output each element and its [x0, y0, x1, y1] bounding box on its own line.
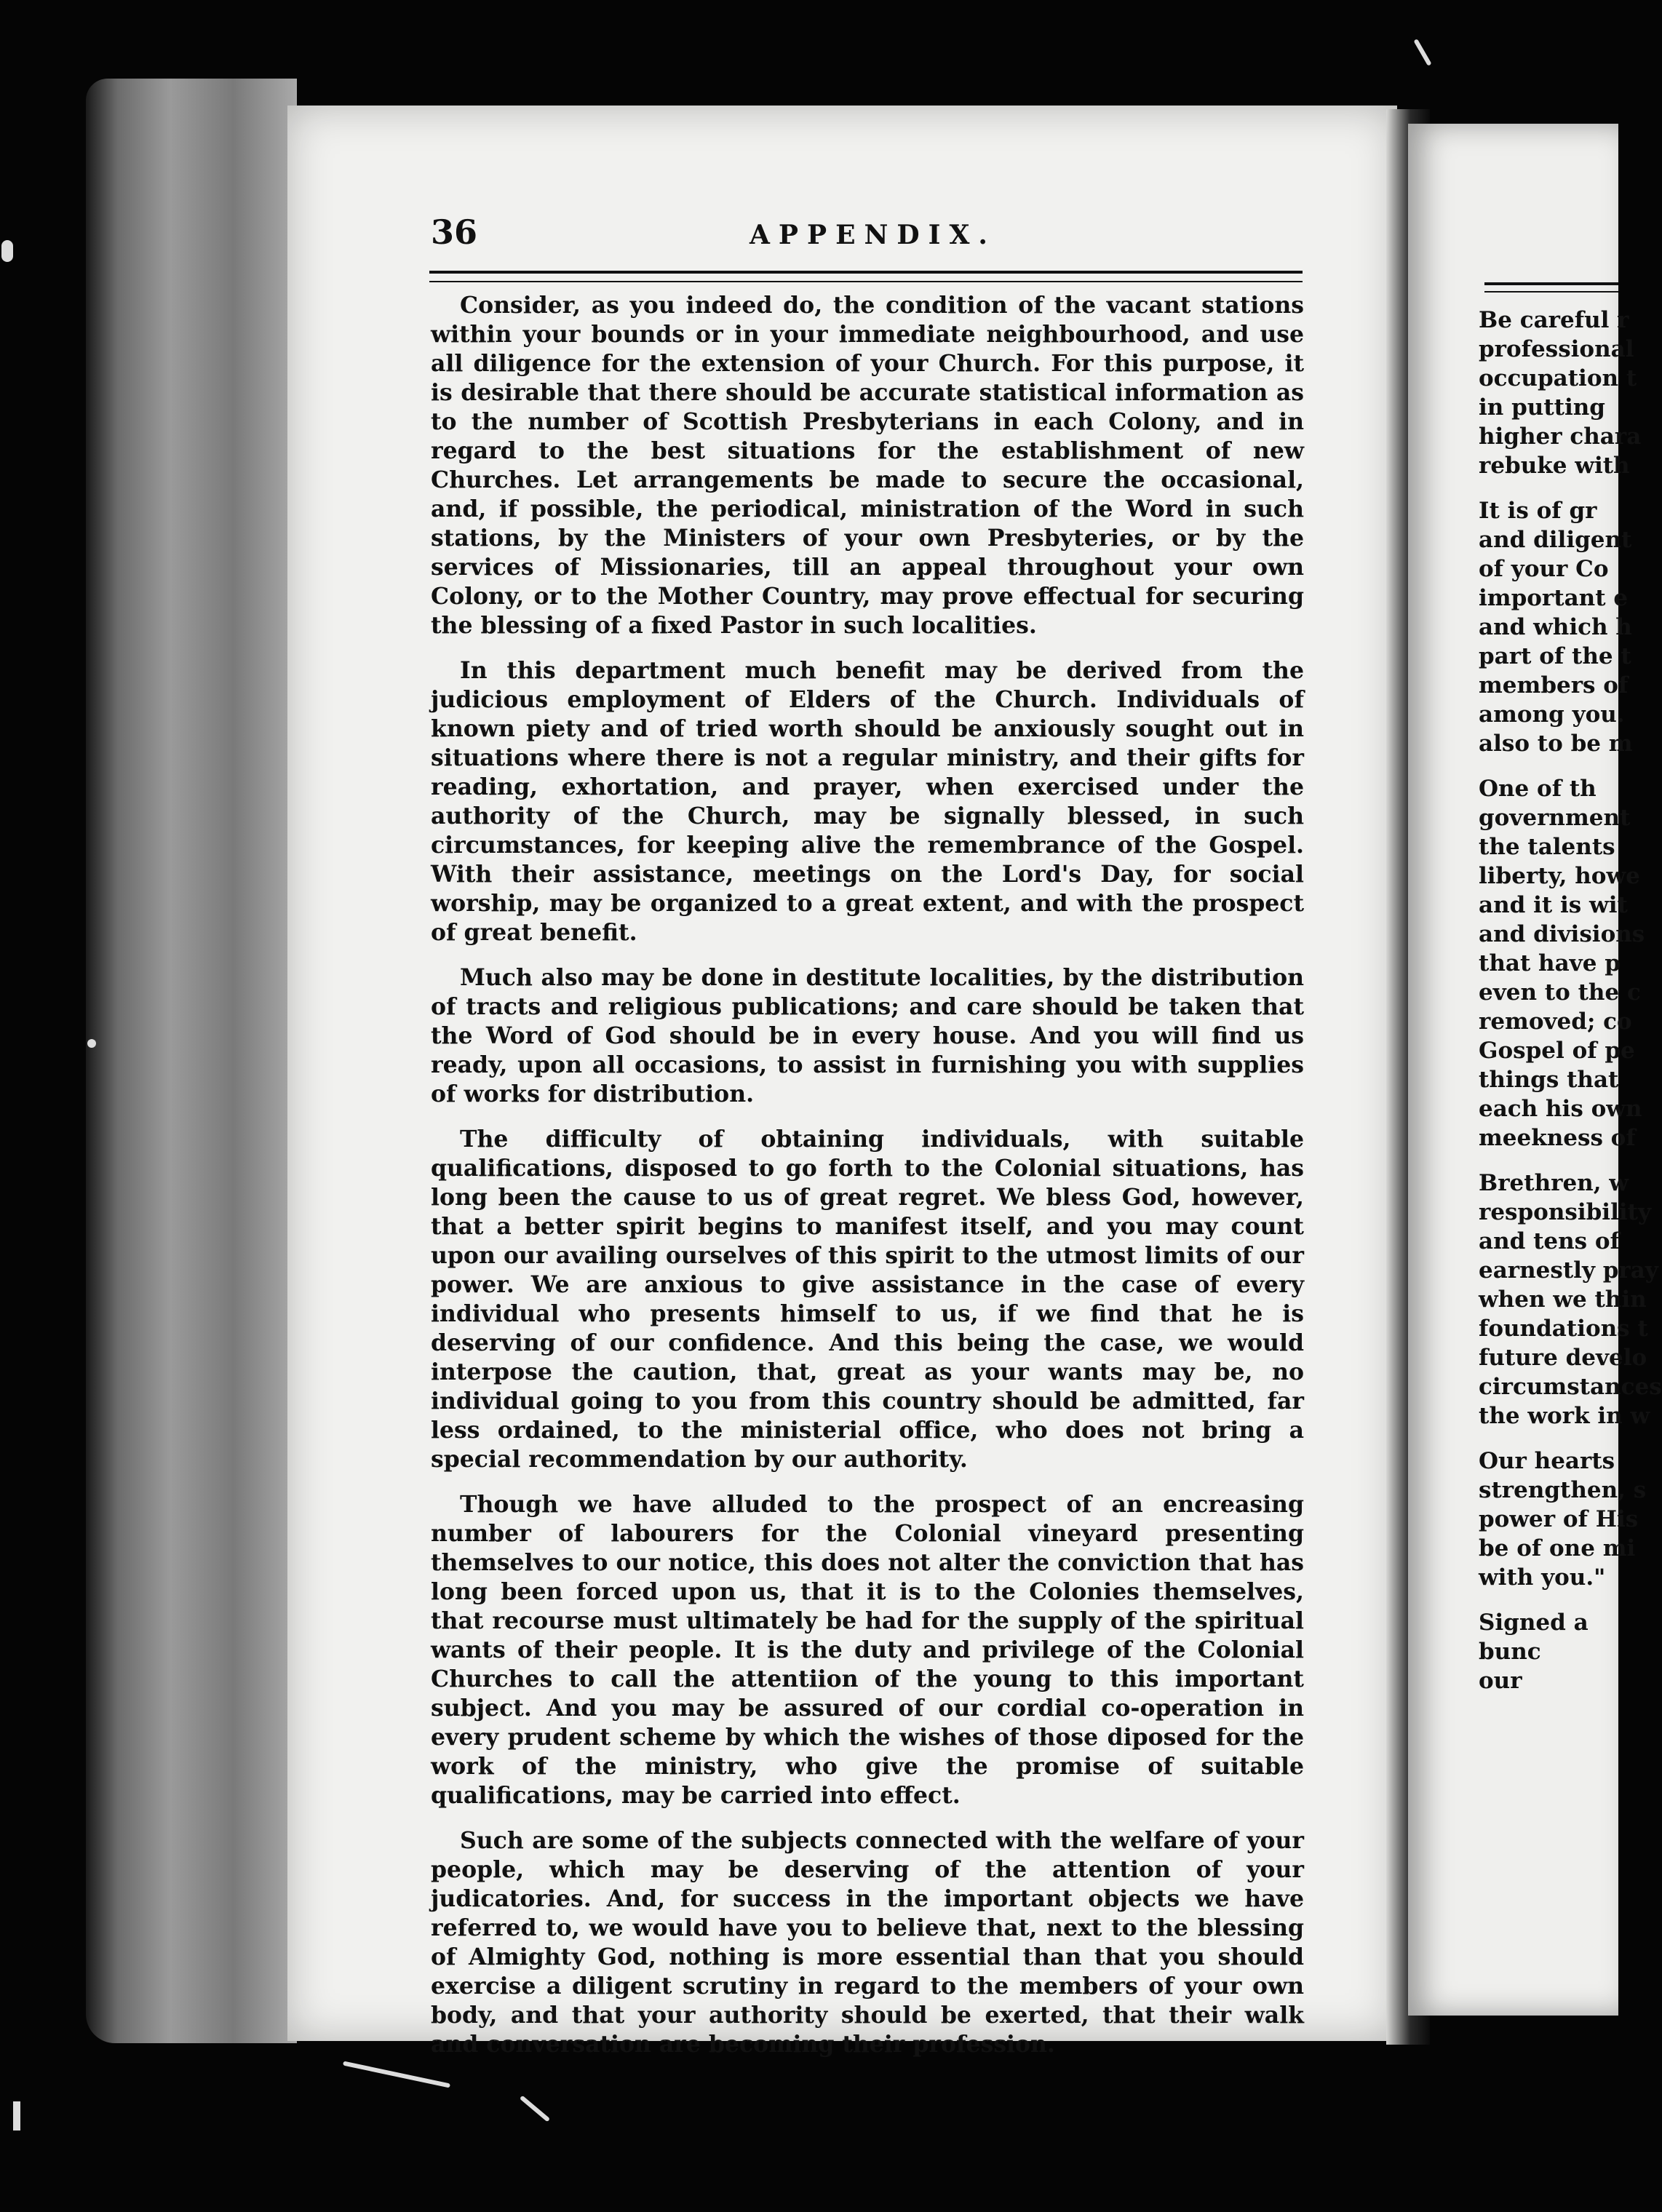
- right-page: [1408, 124, 1662, 2016]
- right-page-line: and diligent: [1479, 527, 1632, 553]
- right-page-line: government: [1479, 805, 1631, 831]
- right-page-line: and tens of: [1479, 1228, 1620, 1254]
- right-page-line: of your Co: [1479, 556, 1609, 582]
- right-page-line: members of: [1479, 672, 1629, 699]
- right-page-line: rebuke with: [1479, 453, 1630, 479]
- scan-speck: [13, 2101, 20, 2131]
- scan-speck: [87, 1039, 96, 1048]
- scan-speck: [1, 240, 13, 262]
- right-page-line: Signed a: [1479, 1610, 1589, 1636]
- right-page-paragraph-gap: [1479, 1592, 1618, 1608]
- paragraph-labourers: Though we have alluded to the prospect of an encreasing number of labourers for the Colonial vineyard presenting themselves to our notice, this does not alter the conviction that has long been forced upon us, that it is to the Colonies themselves, that recourse must ultimately be had for the supply of the spiritual wants of their people. It is the duty and privilege of the Colonial Churches to call the attentiion of the young to this important subject. And you may be assured of our cordial co-operation in every prudent scheme by which the wishes of those diposed for the work of the ministry, who give the promise of suitable qualifications, may be carried into effect.: [431, 1491, 1304, 1809]
- scan-speck: [1413, 39, 1431, 66]
- book-page-edges: [86, 79, 297, 2043]
- right-page-text: [1479, 306, 1662, 1695]
- right-page-line: each his own: [1479, 1096, 1642, 1122]
- right-page-line: Brethren, w: [1479, 1170, 1629, 1196]
- right-page-line: the talents: [1479, 834, 1615, 860]
- right-page-line: bunc: [1479, 1639, 1541, 1665]
- right-page-line: our: [1479, 1668, 1522, 1694]
- scan-speck: [520, 2096, 550, 2123]
- right-page-line: and divisions: [1479, 921, 1645, 947]
- right-page-line: It is of gr: [1479, 498, 1597, 524]
- paragraph-vacant-stations: Consider, as you indeed do, the condition of the vacant stations within your bounds or in your immediate neighbourhood, and use all diligence for the extension of your Church. For this purpose, it is desirable that there should be accurate statistical information as to the number of Scottish Presbyterians in each Colony, and in regard to the best situations for the establishment of new Churches. Let arrangements be made to secure the occasional, and, if possible, the periodical, ministration of the Word in such stations, by the Ministers of your own Presbyteries, or by the services of Missionaries, till an appeal throughout your own Colony, or to the Mother Country, may prove effectual for securing the blessing of a fixed Pastor in such localities.: [431, 292, 1304, 639]
- right-page-line: liberty, howe: [1479, 863, 1640, 889]
- right-page-line: in putting: [1479, 394, 1605, 421]
- right-page-line: power of His: [1479, 1506, 1639, 1532]
- right-page-line: also to be m: [1479, 731, 1633, 757]
- paragraph-scrutiny: Such are some of the subjects connected with the welfare of your people, which may be deserving of the attention of your judicatories. And, for success in the important objects we have referred to, we would have you to believe that, next to the blessing of Almighty God, nothing is more essential than that you should exercise a diligent scrutiny in regard to the members of your own body, and that your authority should be exerted, that their walk and conversation are becoming their profession.: [431, 1827, 1304, 2058]
- right-page-line: foundations t: [1479, 1316, 1648, 1342]
- right-page-line: the work in w: [1479, 1403, 1650, 1429]
- right-page-line: with you.": [1479, 1564, 1606, 1591]
- right-page-line: earnestly pray: [1479, 1257, 1658, 1284]
- right-page-paragraph-gap: [1479, 480, 1618, 496]
- right-page-line: that have p: [1479, 950, 1621, 976]
- paragraph-elders: In this department much benefit may be derived from the judicious employment of Elders of the Church. Individuals of known piety and of tried worth should be anxiously sought out in situations where there is not a regular ministry, and their gifts for reading, exhortation, and prayer, when exercised under the authority of the Church, may be signally blessed, in such circumstances, for keeping alive the remembrance of the Gospel. With their assistance, meetings on the Lord's Day, for social worship, may be organized to a great extent, and with the prospect of great benefit.: [431, 657, 1304, 946]
- right-page-line: responsibility: [1479, 1199, 1651, 1225]
- right-page-line: and which h: [1479, 614, 1632, 640]
- paragraph-qualifications: The difficulty of obtaining individuals, with suitable qualifications, disposed to go forth to the Colonial situations, has long been the cause to us of great regret. We bless God, however, that a better spirit begins to manifest itself, and you may count upon our availing ourselves of this spirit to the utmost limits of our power. We are anxious to give assistance in the case of every individual who presents himself to us, if we find that he is deserving of our confidence. And this being the case, we would interpose the caution, that, great as your wants may be, no individual going to you from this country should be admitted, far less ordained, to the ministerial office, who does not bring a special recommendation by our authority.: [431, 1126, 1304, 1473]
- right-page-paragraph-gap: [1479, 758, 1618, 774]
- header-rule: [429, 271, 1303, 282]
- right-page-line: things that: [1479, 1067, 1619, 1093]
- right-page-line: strengthen, s: [1479, 1477, 1647, 1503]
- right-page-line: even to the c: [1479, 979, 1641, 1006]
- right-page-line: Our hearts: [1479, 1448, 1615, 1474]
- right-page-line: be of one mi: [1479, 1535, 1636, 1561]
- running-head: APPENDIX.: [750, 220, 996, 250]
- right-page-line: occupation t: [1479, 365, 1637, 391]
- right-page-line: among you.: [1479, 701, 1625, 728]
- right-page-line: important e: [1479, 585, 1629, 611]
- page-number: 36: [431, 212, 478, 252]
- right-page-line: and it is wit: [1479, 892, 1628, 918]
- right-page-paragraph-gap: [1479, 1431, 1618, 1447]
- right-page-line: Gospel of pe: [1479, 1038, 1635, 1064]
- right-page-line: when we thin: [1479, 1286, 1647, 1313]
- right-page-line: meekness of: [1479, 1125, 1636, 1151]
- page-header: [429, 212, 1310, 263]
- body-text: [431, 291, 1304, 2075]
- right-page-line: future develo: [1479, 1345, 1647, 1371]
- right-page-line: Be careful r: [1479, 307, 1629, 333]
- right-page-line: part of the t: [1479, 643, 1631, 669]
- right-page-paragraph-gap: [1479, 1153, 1618, 1169]
- right-page-line: circumstances: [1479, 1374, 1662, 1400]
- right-page-line: One of th: [1479, 776, 1597, 802]
- right-page-line: removed; co: [1479, 1008, 1632, 1035]
- right-page-line: higher chara: [1479, 423, 1642, 450]
- right-page-line: professional: [1479, 336, 1634, 362]
- paragraph-tracts: Much also may be done in destitute localities, by the distribution of tracts and religious publications; and care should be taken that the Word of God should be in every house. And you will find us ready, upon all occasions, to assist in furnishing you with supplies of works for distribution.: [431, 964, 1304, 1107]
- right-page-rule: [1484, 282, 1618, 293]
